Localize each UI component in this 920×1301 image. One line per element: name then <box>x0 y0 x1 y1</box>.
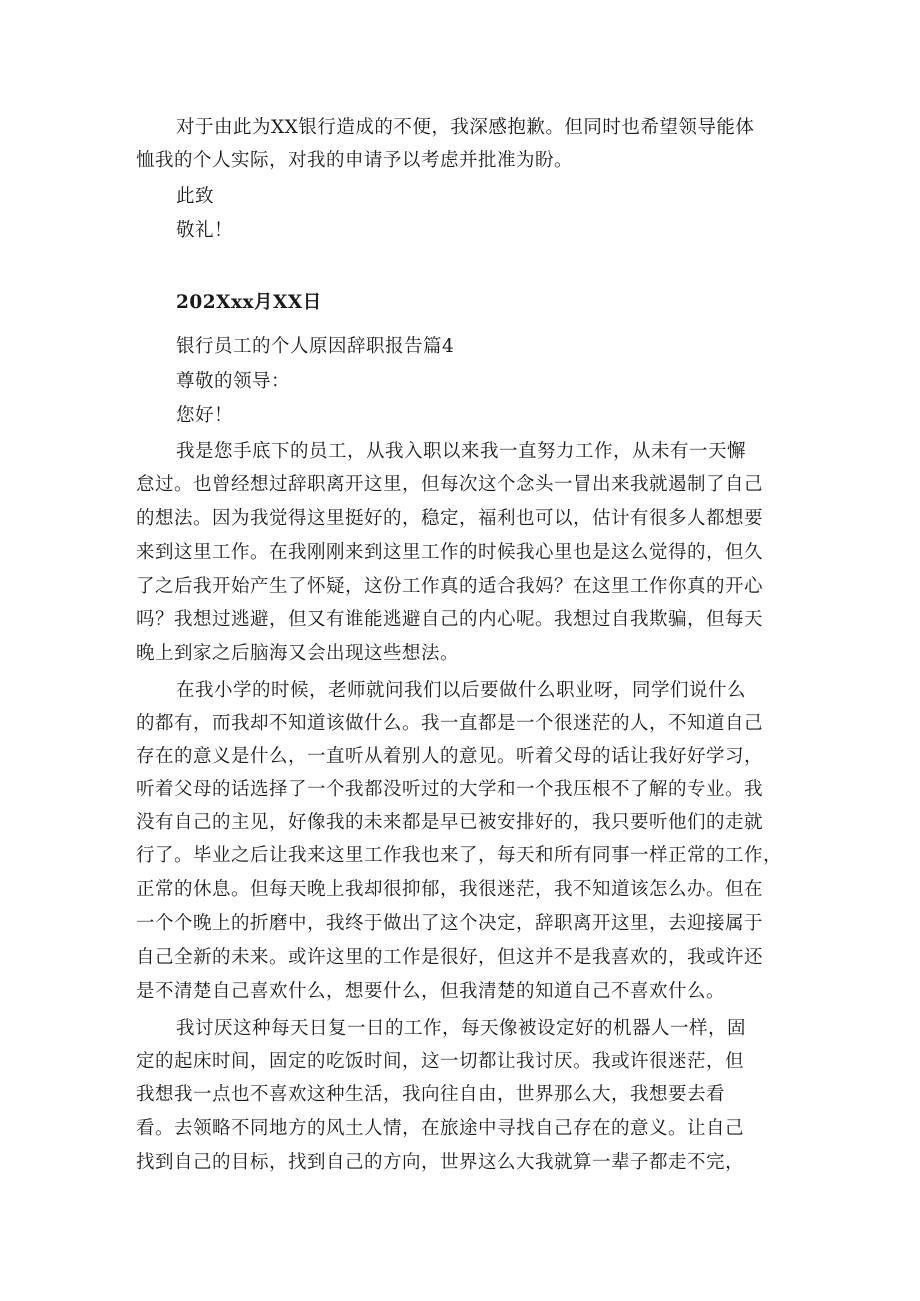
p1-line-5: 了之后我开始产生了怀疑，这份工作真的适合我妈？在这里工作你真的开心 <box>136 576 764 597</box>
p2-line-7: 正常的休息。但每天晚上我却很抑郁，我很迷茫，我不知道该怎么办。但在 <box>136 879 764 900</box>
apology-line-2: 恤我的个人实际，对我的申请予以考虑并批准为盼。 <box>136 150 574 171</box>
closing-ci-zhi: 此致 <box>176 186 215 207</box>
apology-line-1: 对于由此为XX银行造成的不便，我深感抱歉。但同时也希望领导能体 <box>176 117 755 138</box>
p1-line-4: 来到这里工作。在我刚刚来到这里工作的时候我心里也是这么觉得的，但久 <box>136 542 764 563</box>
p3-line-2: 定的起床时间，固定的吃饭时间，这一切都让我讨厌。我或许很迷茫，但 <box>136 1051 745 1072</box>
greeting: 您好！ <box>176 405 234 426</box>
p2-line-8: 一个个晚上的折磨中，我终于做出了这个决定，辞职离开这里，去迎接属于 <box>136 913 764 934</box>
p1-line-3: 的想法。因为我觉得这里挺好的，稳定，福利也可以，估计有很多人都想要 <box>136 508 764 529</box>
closing-jing-li: 敬礼！ <box>176 220 234 241</box>
p2-line-2: 的都有，而我却不知道该做什么。我一直都是一个很迷茫的人，不知道自己 <box>136 713 764 734</box>
p3-line-5: 找到自己的目标，找到自己的方向，世界这么大我就算一辈子都走不完， <box>136 1152 745 1173</box>
section-title: 银行员工的个人原因辞职报告篇4 <box>176 336 455 357</box>
p1-line-7: 晚上到家之后脑海又会出现这些想法。 <box>136 643 460 664</box>
p1-line-2: 怠过。也曾经想过辞职离开这里，但每次这个念头一冒出来我就遏制了自己 <box>136 474 764 495</box>
p3-line-1: 我讨厌这种每天日复一日的工作，每天像被设定好的机器人一样，固 <box>176 1018 747 1039</box>
p2-line-9: 自己全新的未来。或许这里的工作是很好，但这并不是我喜欢的，我或许还 <box>136 947 764 968</box>
date-line: 202Xxx月XX日 <box>176 292 322 313</box>
p2-line-4: 听着父母的话选择了一个我都没听过的大学和一个我压根不了解的专业。我 <box>136 779 764 800</box>
p1-line-6: 吗？我想过逃避，但又有谁能逃避自己的内心呢。我想过自我欺骗，但每天 <box>136 609 764 630</box>
salutation: 尊敬的领导： <box>176 371 291 392</box>
p2-line-10: 是不清楚自己喜欢什么，想要什么，但我清楚的知道自己不喜欢什么。 <box>136 981 726 1002</box>
p3-line-3: 我想我一点也不喜欢这种生活，我向往自由，世界那么大，我想要去看 <box>136 1084 726 1105</box>
p2-line-1: 在我小学的时候，老师就问我们以后要做什么职业呀，同学们说什么 <box>176 680 747 701</box>
p2-line-6: 行了。毕业之后让我来这里工作我也来了，每天和所有同事一样正常的工作， <box>136 845 783 866</box>
p3-line-4: 看。去领略不同地方的风土人情，在旅途中寻找自己存在的意义。让自己 <box>136 1118 745 1139</box>
p2-line-5: 没有自己的主见，好像我的未来都是早已被安排好的，我只要听他们的走就 <box>136 812 764 833</box>
p1-line-1: 我是您手底下的员工，从我入职以来我一直努力工作，从未有一天懈 <box>176 441 747 462</box>
p2-line-3: 存在的意义是什么，一直听从着别人的意见。听着父母的话让我好好学习， <box>136 746 764 767</box>
